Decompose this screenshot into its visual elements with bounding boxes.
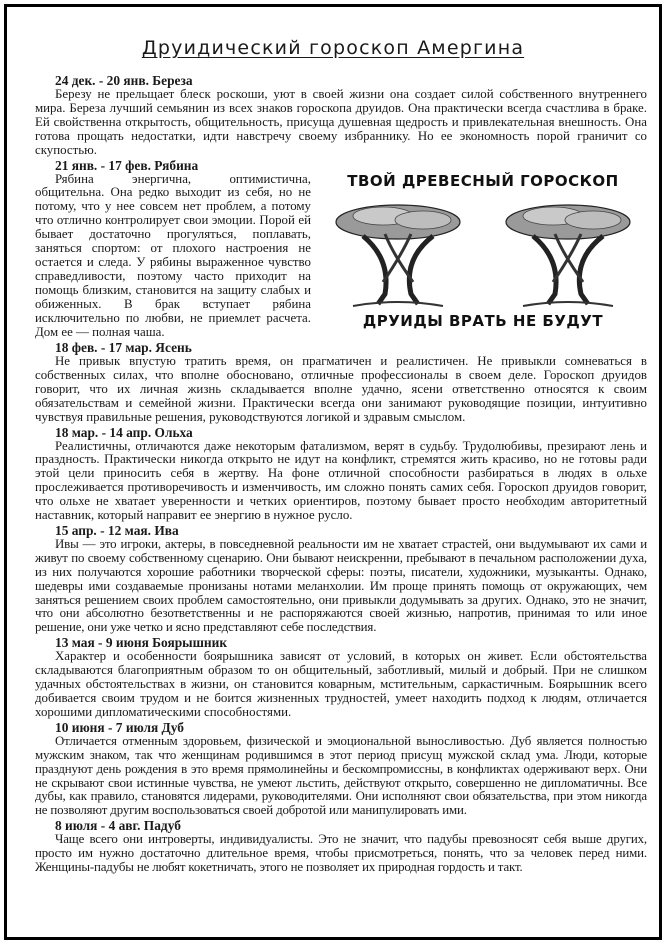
section-heading-holly: 8 июля - 4 авг. Падуб — [55, 818, 181, 834]
illustration-top-caption: ТВОЙ ДРЕВЕСНЫЙ ГОРОСКОП — [347, 171, 619, 190]
section-text-alder: Реалистичны, отличаются даже некоторым фатализмом, верят в судьбу. Трудолюбивы, презирают лень и праздность. Практически никогда открыто не идут на конфликт, стремятся жить красиво, но не готовы ради этой цели приносить себя в жертву. На фоне отличной способности разбираться в людях в ольхе прослеживается противоречивость и изменчивость, им сложно понять самих себя. Гороскоп друидов говорит, что ольхе не хватает уверенности и четких ориентиров, поэтому бывает просто необходим авторитетный наставник, который направит ее энергию в нужное русло. — [35, 438, 647, 523]
section-text-hawthorn: Характер и особенности боярышника зависят от условий, в которых он живет. Если обстоятельства складываются благоприятным образом то он общительный, заботливый, милый и добрый. При не слишком удачных обстоятельствах в жизни, он становится коварным, мстительным, саркастичным. Боярышник всего добивается своим трудом и не боится жизненных трудностей, умеет находить подход к людям, отличается хорошими дипломатическими способностями. — [35, 649, 647, 719]
tree-illustration-image — [323, 164, 643, 334]
rowan-column — [35, 158, 311, 340]
rowan-row — [35, 158, 647, 340]
section-text-ash: Не привык впустую тратить время, он прагматичен и реалистичен. Не привыкли сомневаться в собственных силах, что вполне обосновано, отличные профессионалы в своем деле. Гороскоп друидов говорит, что их личная жизнь складывается вполне удачно, ясени ответственно относятся к своим обязательствам и семейной жизни. Практически всегда они занимают руководящие позиции, интуитивно чувствуя правильные решения, руководствуются логикой и здравым смыслом. — [35, 353, 647, 424]
section-heading-hawthorn: 13 мая - 9 июня Боярышник — [55, 635, 228, 651]
right-tree-icon — [506, 205, 630, 306]
section-text-oak: Отличается отменным здоровьем, физической и эмоциональной выносливостью. Дуб является полностью мужским знаком, так что женщинам родившимся в этот период присущ мужской склад ума. Люди, которые празднуют день рождения в это время прямолинейны и бескомпромиссны, в конфликтах одерживают верх. Они не скрывают свои истинные чувства, не умеют льстить, действуют открыто, совершенно не дипломатичны. Все дубы, как правило, становятся лидерами, руководителями. Они исполняют свои обязательства, при этом никогда не позволяют другим воспользоваться своей добротой или манипулировать ими. — [35, 733, 647, 818]
document-page — [4, 4, 662, 940]
page-title: Друидический гороскоп Амергина — [141, 37, 525, 59]
section-text-holly: Чаще всего они интроверты, индивидуалисты. Это не значит, что падубы превозносят себя выше других, просто им нужно достаточно длительное время, чтобы присмотреться, понять, что за человек перед ними. Женщины-падубы не любят кокетничать, этого не позволяет их природная гордость и такт. — [35, 832, 647, 875]
section-text-willow: Ивы — это игроки, актеры, в повседневной реальности им не хватает страстей, они выдумывают их сами и живут по своему собственному сценарию. Они бывают неискренни, пребывают в печальном расположении духа, из них получаются хорошие работники творческой сферы: поэты, писатели, художники, музыканты. Однако, шедевры ими создаваемые пронизаны нотами меланхолии. Им проще принять помощь от окружающих, чем заняться решением своих проблем самостоятельно, они привыкли додумывать за других. Однако, это не значит, что они абсолютно безответственны и не распоряжаются своей жизнью, напротив, принимая то или иное решение, они уже четко и ясно представляют себе последствия. — [35, 536, 647, 635]
left-tree-icon — [336, 205, 460, 306]
section-heading-oak: 10 июня - 7 июля Дуб — [55, 719, 184, 735]
section-heading-birch: 24 дек. - 20 янв. Береза — [55, 73, 193, 88]
illustration-bottom-caption: ДРУИДЫ ВРАТЬ НЕ БУДУТ — [362, 311, 604, 330]
section-heading-willow: 15 апр. - 12 мая. Ива — [55, 522, 179, 538]
section-text-birch: Березу не прельщает блеск роскоши, уют в своей жизни она создает силой собственного внутреннего мира. Береза лучший семьянин из всех знаков гороскопа друидов. Она практически всегда счастлива в браке. Ей свойственна открытость, общительность, присуща душевная щедрость и привлекательная внешность. Она готова прощать недостатки, идти навстречу своему избраннику. Но ее экономность порой граничит со скупостью. — [35, 87, 647, 157]
document-body — [35, 73, 647, 875]
section-text-rowan: Рябина энергична, оптимистична, общительна. Она редко выходит из себя, но не потому, что у нее совсем нет проблем, а потому что отлично контролирует свои эмоции. Порой ей бывает достаточно прогуляться, поплавать, заняться спортом: от плохого настроения не остается и следа. У рябины выраженное чувство справедливости, поэтому часто приходит на помощь близким, становится на защиту слабых и обиженных. В брак вступает рябина исключительно по любви, не приемлет расчета. Дом ее — полная чаша. — [35, 171, 311, 340]
section-heading-alder: 18 мар. - 14 апр. Ольха — [55, 424, 193, 440]
section-heading-ash: 18 фев. - 17 мар. Ясень — [55, 339, 192, 355]
section-heading-rowan: 21 янв. - 17 фев. Рябина — [55, 157, 199, 173]
tree-illustration — [311, 158, 647, 340]
